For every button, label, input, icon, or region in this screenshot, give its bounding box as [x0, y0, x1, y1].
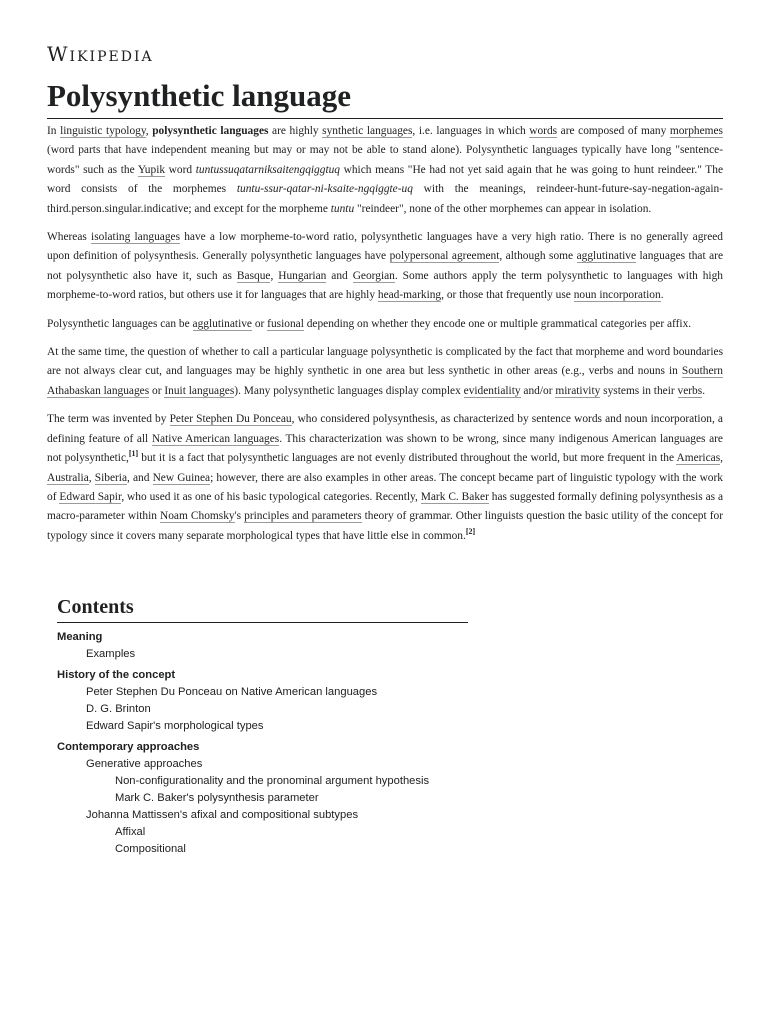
toc-item-du-ponceau[interactable]: Peter Stephen Du Ponceau on Native American languages	[86, 686, 378, 699]
link-mirativity[interactable]: mirativity	[555, 384, 601, 397]
link-new-guinea[interactable]: New Guinea	[152, 471, 211, 484]
link-native-american-languages[interactable]: Native American languages	[151, 432, 280, 445]
link-yupik[interactable]: Yupik	[137, 163, 166, 176]
toc-item-meaning[interactable]: Meaning	[57, 631, 103, 644]
link-mark-c-baker[interactable]: Mark C. Baker	[420, 490, 489, 503]
link-basque[interactable]: Basque	[236, 269, 271, 282]
toc-item-non-configurationality[interactable]: Non-configurationality and the pronominal argument hypothesis	[115, 775, 430, 788]
paragraph-boundaries: At the same time, the question of whether to call a particular language polysynthetic is complicated by the fact that morpheme and word boundaries are not always clear cut, and languages may be highly synthetic in one area but less synthetic in other areas (e.g., verbs and nouns in Southern Athabaskan languages or Inuit languages). Many polysynthetic languages display complex evidentiality and/or mirativity systems in their verbs.	[47, 346, 723, 397]
paragraph-intro: In linguistic typology, polysynthetic languages are highly synthetic languages, i.e. languages in which words are composed of many morphemes (word parts that have independent meaning but may or may not be able to stand alone). Polysynthetic languages typically have long "sentence-words" such as the Yupik word tuntussuqatarniksaitengqiggtuq which means "He had not yet said again that he was going to hunt reindeer." The word consists of the morphemes tuntu-ssur-qatar-ni-ksaite-ngqiggte-uq with the meanings, reindeer-hunt-future-say-negation-again-third.person.singular.indicative; and except for the morpheme tuntu "reindeer", none of the other morphemes can appear in isolation.	[47, 125, 724, 215]
toc-item-affixal[interactable]: Affixal	[115, 826, 146, 839]
link-agglutinative[interactable]: agglutinative	[576, 250, 637, 263]
toc-item-brinton[interactable]: D. G. Brinton	[86, 703, 151, 716]
link-southern-athabaskan[interactable]: Southern Athabaskan languages	[47, 365, 723, 397]
toc-item-baker-parameter[interactable]: Mark C. Baker's polysynthesis parameter	[115, 792, 319, 805]
italic-morphemes: tuntu-ssur-qatar-ni-ksaite-ngqiggte-uq	[236, 183, 413, 196]
italic-tuntu: tuntu	[330, 202, 355, 215]
link-fusional[interactable]: fusional	[267, 317, 304, 330]
toc-item-contemporary[interactable]: Contemporary approaches	[57, 741, 200, 754]
link-georgian[interactable]: Georgian	[352, 269, 395, 282]
toc-item-sapir-types[interactable]: Edward Sapir's morphological types	[86, 720, 264, 733]
page-title: Polysynthetic language	[47, 76, 723, 119]
italic-yupik-word: tuntussuqatarniksaitengqiggtuq	[195, 163, 341, 176]
link-noun-incorporation[interactable]: noun incorporation	[573, 289, 661, 302]
link-edward-sapir[interactable]: Edward Sapir	[59, 490, 122, 503]
wikipedia-wordmark[interactable]: Wikipedia	[47, 42, 154, 66]
table-of-contents	[57, 594, 468, 858]
link-du-ponceau[interactable]: Peter Stephen Du Ponceau	[169, 413, 292, 426]
toc-item-compositional[interactable]: Compositional	[115, 843, 186, 856]
link-principles-and-parameters[interactable]: principles and parameters	[244, 510, 362, 523]
toc-heading: Contents	[57, 594, 468, 623]
link-noam-chomsky[interactable]: Noam Chomsky	[160, 510, 235, 523]
link-linguistic-typology[interactable]: linguistic typology	[60, 125, 146, 137]
link-australia[interactable]: Australia	[47, 471, 89, 484]
paragraph-ratio: Whereas isolating languages have a low morpheme-to-word ratio, polysynthetic languages have a very high ratio. There is no generally agreed upon definition of polysynthesis. Generally polysynthetic languages have polypersonal agreement, although some agglutinative languages that are not polysynthetic also have it, such as Basque, Hungarian and Georgian. Some authors apply the term polysynthetic to languages with high morpheme-to-word ratios, but others use it for languages that are highly head-marking, or those that frequently use noun incorporation.	[47, 231, 724, 302]
link-words[interactable]: words	[529, 125, 558, 137]
link-verbs[interactable]: verbs	[677, 384, 703, 397]
toc-item-examples[interactable]: Examples	[86, 648, 136, 661]
link-americas[interactable]: Americas	[676, 452, 721, 465]
toc-item-generative[interactable]: Generative approaches	[86, 758, 203, 771]
link-evidentiality[interactable]: evidentiality	[463, 384, 521, 397]
bold-term: polysynthetic languages	[152, 125, 269, 137]
citation-2[interactable]: [2]	[465, 526, 476, 536]
link-polypersonal-agreement[interactable]: polypersonal agreement	[389, 250, 500, 263]
link-head-marking[interactable]: head-marking	[377, 289, 442, 302]
link-synthetic-languages[interactable]: synthetic languages	[322, 125, 413, 137]
paragraph-history: The term was invented by Peter Stephen Du Ponceau, who considered polysynthesis, as characterized by sentence words and noun incorporation, a defining feature of all Native American languages. This characterization was shown to be wrong, since many indigenous American languages are not polysynthetic,[1] but it is a fact that polysynthetic languages are not evenly distributed throughout the world, but more frequent in the Americas, Australia, Siberia, and New Guinea; however, there are also examples in other areas. The concept became part of linguistic typology with the work of Edward Sapir, who used it as one of his basic typological categories. Recently, Mark C. Baker has suggested formally defining polysynthesis as a macro-parameter within Noam Chomsky's principles and parameters theory of grammar. Other linguists question the basic utility of the concept for typology since it covers many separate morphological types that have little else in common.[2]	[47, 413, 724, 542]
link-morphemes[interactable]: morphemes	[669, 125, 723, 137]
link-inuit-languages[interactable]: Inuit languages	[164, 384, 235, 397]
link-agglutinative-2[interactable]: agglutinative	[192, 317, 252, 330]
toc-item-mattissen[interactable]: Johanna Mattissen's afixal and compositional subtypes	[86, 809, 359, 822]
link-isolating-languages[interactable]: isolating languages	[91, 231, 181, 244]
toc-list	[57, 629, 468, 858]
link-hungarian[interactable]: Hungarian	[278, 269, 327, 282]
link-siberia[interactable]: Siberia	[94, 471, 128, 484]
toc-item-history[interactable]: History of the concept	[57, 669, 176, 682]
citation-1[interactable]: [1]	[128, 449, 139, 459]
paragraph-agglutinative-fusional: Polysynthetic languages can be agglutinative or fusional depending on whether they encode one or multiple grammatical categories per affix.	[47, 317, 692, 330]
